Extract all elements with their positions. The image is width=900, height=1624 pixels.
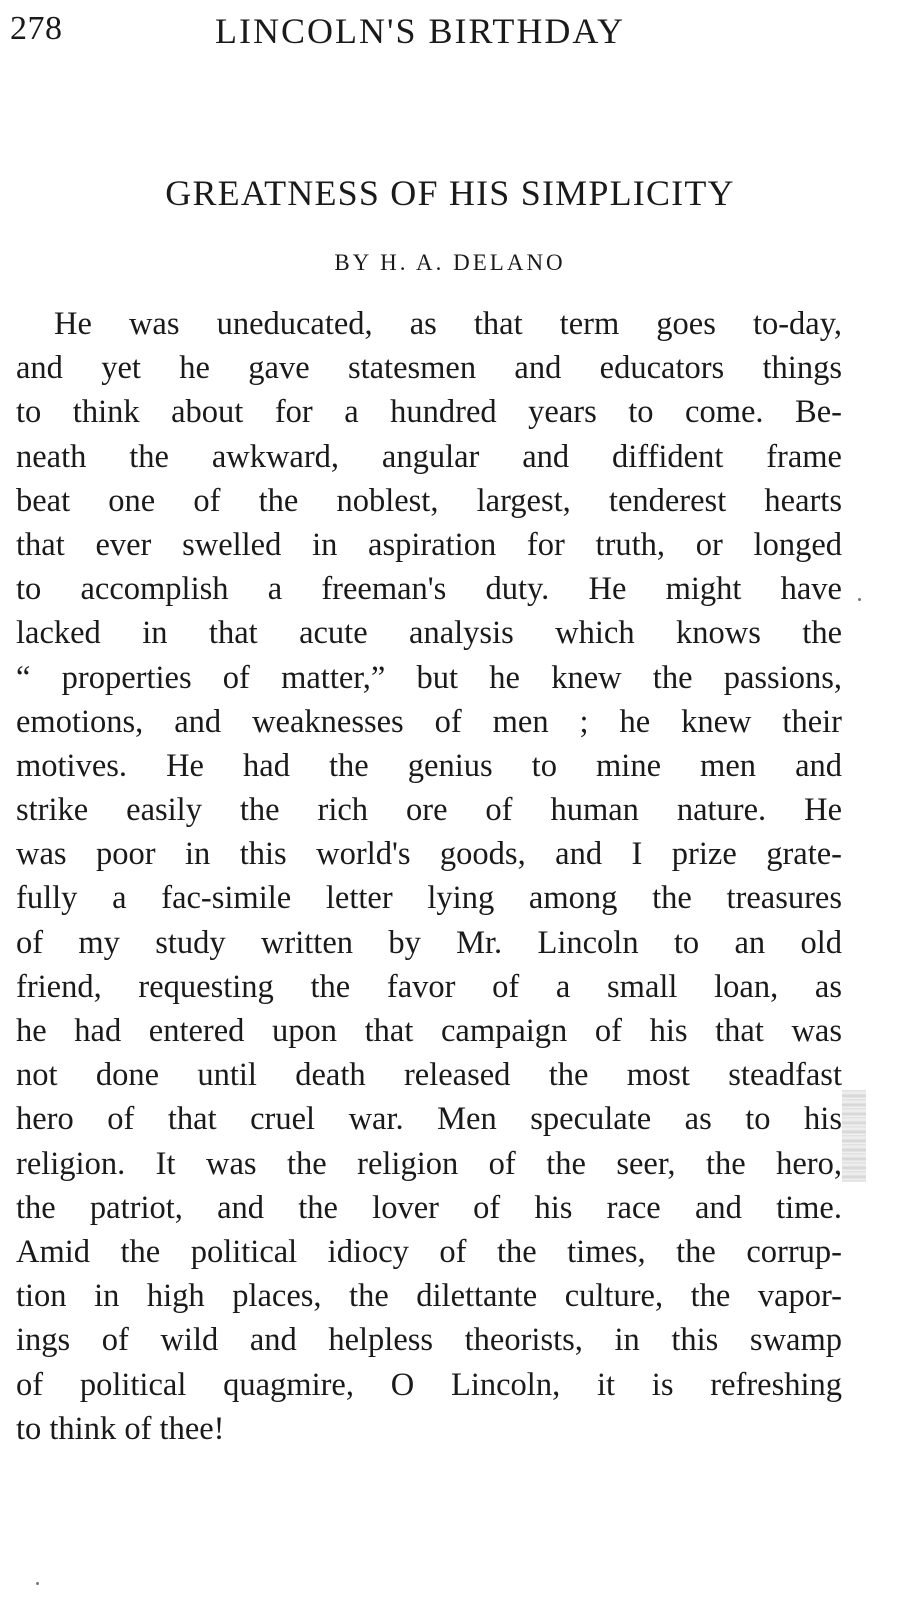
body-line: of political quagmire, O Lincoln, it is refreshing — [16, 1366, 842, 1403]
body-line: ings of wild and helpless theorists, in this swamp — [16, 1322, 842, 1359]
body-line: He was uneducated, as that term goes to-day, — [54, 306, 842, 342]
page-number: 278 — [10, 10, 63, 47]
running-title: LINCOLN'S BIRTHDAY — [215, 11, 626, 51]
body-line: not done until death released the most steadfast — [16, 1057, 842, 1094]
byline: BY H. A. DELANO — [334, 250, 566, 275]
body-line: beat one of the noblest, largest, tenderest hearts — [16, 482, 842, 519]
body-line: “ properties of matter,” but he knew the passions, — [16, 659, 842, 696]
body-line: the patriot, and the lover of his race and time. — [16, 1189, 842, 1226]
body-line: strike easily the rich ore of human nature. He — [16, 792, 842, 829]
body-line: hero of that cruel war. Men speculate as to his — [16, 1101, 842, 1138]
body-line: motives. He had the genius to mine men and — [16, 747, 842, 784]
body-line: to think of thee! — [16, 1410, 225, 1447]
article-body — [16, 302, 842, 1451]
body-line: neath the awkward, angular and diffident frame — [16, 438, 842, 475]
body-line: lacked in that acute analysis which knows the — [16, 615, 842, 652]
body-line: religion. It was the religion of the seer, the hero, — [16, 1145, 842, 1182]
scan-speck — [36, 1582, 39, 1585]
body-line: fully a fac-simile letter lying among the treasures — [16, 880, 842, 917]
body-line: and yet he gave statesmen and educators things — [16, 350, 842, 387]
scan-smudge — [842, 1090, 866, 1182]
body-line: was poor in this world's goods, and I prize grate- — [16, 836, 842, 873]
article-title: GREATNESS OF HIS SIMPLICITY — [165, 173, 735, 213]
body-line: he had entered upon that campaign of his that was — [16, 1013, 842, 1049]
body-line: that ever swelled in aspiration for truth, or longed — [16, 526, 842, 563]
running-head — [10, 4, 870, 56]
body-line: emotions, and weaknesses of men ; he knew their — [16, 703, 842, 740]
scan-speck — [858, 598, 861, 601]
body-line: of my study written by Mr. Lincoln to an old — [16, 924, 842, 961]
body-line: friend, requesting the favor of a small loan, as — [16, 968, 842, 1005]
body-line: to accomplish a freeman's duty. He might have — [16, 571, 842, 608]
body-line: Amid the political idiocy of the times, the corrup- — [16, 1233, 842, 1270]
body-line: tion in high places, the dilettante culture, the vapor- — [16, 1278, 842, 1315]
body-line: to think about for a hundred years to come. Be- — [16, 394, 842, 431]
